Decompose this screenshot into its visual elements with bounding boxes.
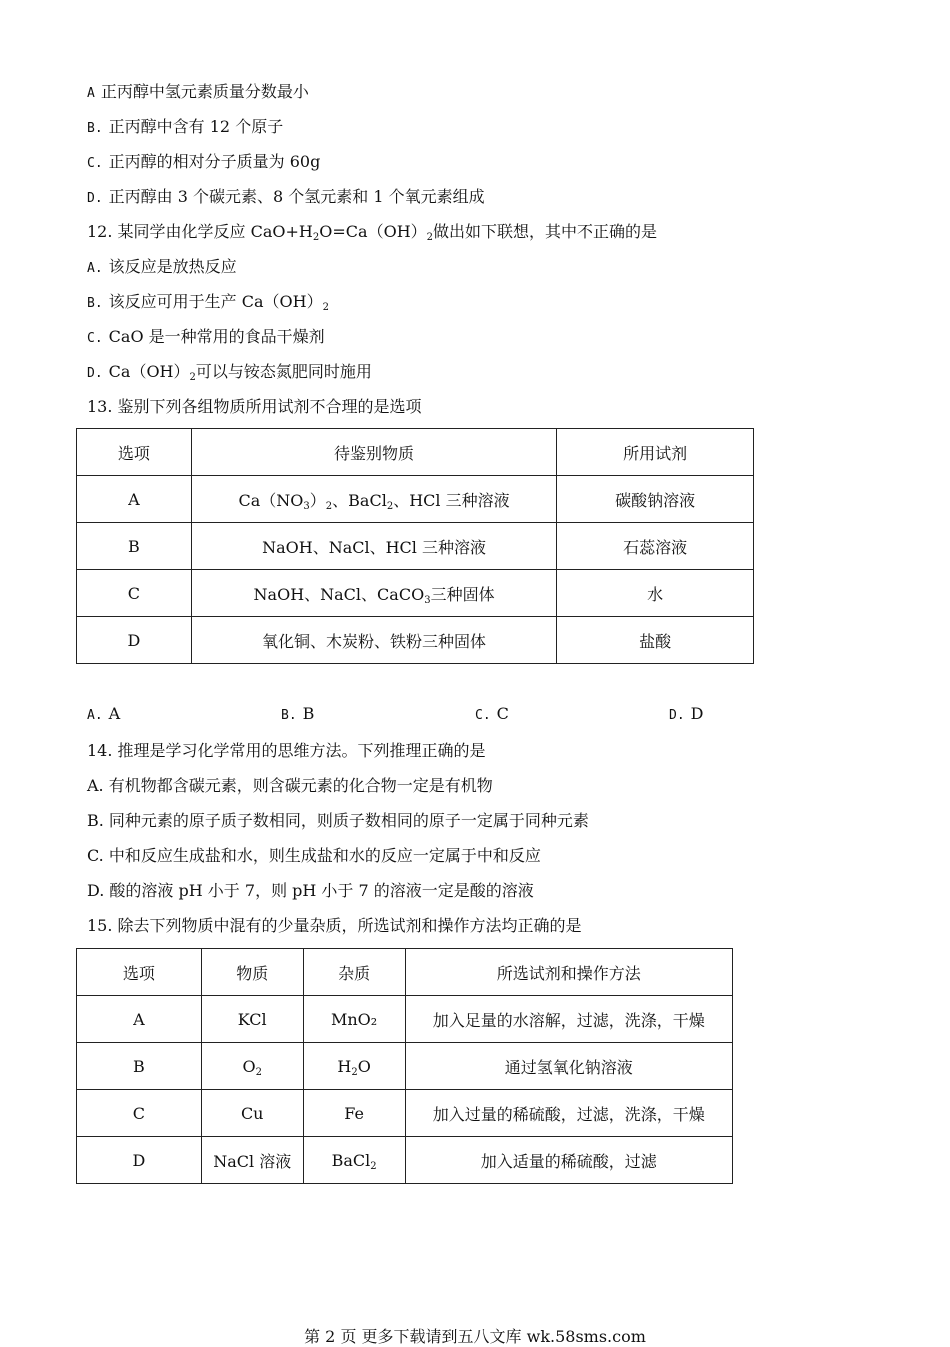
option-text: 该反应可用于生产 Ca（OH）: [108, 292, 323, 311]
subscript: 2: [322, 302, 329, 313]
cell-text: NaOH、NaCl、CaCO: [253, 584, 425, 604]
table-cell: B: [77, 1043, 202, 1090]
cell-text: BaCl: [331, 1150, 371, 1170]
table-header: 选项: [77, 429, 192, 476]
q12-option-c: [87, 327, 325, 349]
table-cell: C: [77, 570, 192, 617]
table-cell: 水: [557, 570, 754, 617]
option-letter: C.: [87, 156, 103, 171]
option-text-tail: 可以与铵态氮肥同时施用: [195, 362, 372, 381]
q13-stem: 13. 鉴别下列各组物质所用试剂不合理的是选项: [87, 397, 422, 416]
option-text: 该反应是放热反应: [108, 257, 237, 276]
option-letter: C.: [87, 331, 103, 346]
table-cell: A: [77, 476, 192, 523]
q14-stem: 14. 推理是学习化学常用的思维方法。下列推理正确的是: [87, 741, 486, 760]
cell-text: 、BaCl: [332, 490, 387, 510]
q15-stem: 15. 除去下列物质中混有的少量杂质，所选试剂和操作方法均正确的是: [87, 916, 582, 935]
option-letter: D.: [87, 191, 103, 206]
choice-text: A: [108, 704, 121, 723]
option-text: 正丙醇中氢元素质量分数最小: [100, 82, 309, 101]
table-header: 物质: [201, 949, 303, 996]
q12-option-b: [87, 292, 329, 314]
option-text: 正丙醇的相对分子质量为 60g: [108, 152, 321, 171]
table-cell: [191, 570, 556, 617]
table-row: [77, 1137, 733, 1184]
table-cell: B: [77, 523, 192, 570]
cell-text: 、HCl 三种溶液: [393, 490, 510, 510]
stem-part: 12. 某同学由化学反应 CaO+H: [87, 222, 313, 241]
option-letter: C.: [475, 708, 491, 723]
cell-text: O: [357, 1056, 371, 1076]
table-cell: A: [77, 996, 202, 1043]
cell-text: O: [242, 1056, 256, 1076]
table-cell: 通过氢氧化钠溶液: [405, 1043, 732, 1090]
q13-table: [76, 428, 754, 664]
option-text: Ca（OH）: [108, 362, 190, 381]
q13-choice-c: [475, 704, 509, 723]
choice-text: C: [496, 704, 509, 723]
table-cell: 加入足量的水溶解，过滤，洗涤，干燥: [405, 996, 732, 1043]
subscript: 2: [312, 232, 320, 243]
table-row: [77, 1043, 733, 1090]
table-header: 选项: [77, 949, 202, 996]
table-cell: C: [77, 1090, 202, 1137]
table-cell: 盐酸: [557, 617, 754, 664]
option-letter: D.: [87, 366, 103, 381]
table-cell: [303, 1137, 405, 1184]
cell-text: Ca（NO: [238, 490, 304, 510]
subscript: 2: [370, 1160, 377, 1172]
stem-part: O=Ca（OH）: [319, 222, 427, 241]
subscript: 2: [386, 500, 394, 512]
q13-choice-d: [669, 704, 703, 723]
q12-stem: [87, 222, 657, 242]
table-cell: D: [77, 1137, 202, 1184]
table-cell: 石蕊溶液: [557, 523, 754, 570]
table-cell: MnO₂: [303, 996, 405, 1043]
q13-choice-a: [87, 704, 120, 723]
q11-option-a: [87, 82, 309, 104]
q11-option-d: [87, 187, 485, 209]
table-cell: 碳酸钠溶液: [557, 476, 754, 523]
table-cell: NaCl 溶液: [201, 1137, 303, 1184]
q14-option-c: C. 中和反应生成盐和水，则生成盐和水的反应一定属于中和反应: [87, 846, 541, 865]
stem-part: 做出如下联想，其中不正确的是: [433, 222, 658, 241]
table-cell: Fe: [303, 1090, 405, 1137]
subscript: 2: [255, 1066, 262, 1078]
subscript: 2: [351, 1066, 358, 1078]
option-text: 正丙醇中含有 12 个原子: [108, 117, 284, 136]
option-letter: A: [87, 86, 95, 101]
table-cell: 加入过量的稀硫酸，过滤，洗涤，干燥: [405, 1090, 732, 1137]
table-row: [77, 617, 754, 664]
table-header: 所用试剂: [557, 429, 754, 476]
option-text: 正丙醇由 3 个碳元素、8 个氢元素和 1 个氧元素组成: [108, 187, 485, 206]
table-cell: Cu: [201, 1090, 303, 1137]
table-cell: [303, 1043, 405, 1090]
table-row: [77, 523, 754, 570]
table-header-row: [77, 949, 733, 996]
q12-option-d: [87, 362, 372, 384]
table-row: [77, 476, 754, 523]
option-text: CaO 是一种常用的食品干燥剂: [108, 327, 325, 346]
table-row: [77, 1090, 733, 1137]
table-header-row: [77, 429, 754, 476]
option-letter: D.: [669, 708, 685, 723]
option-letter: B.: [281, 708, 297, 723]
table-cell: KCl: [201, 996, 303, 1043]
cell-text: 三种固体: [430, 584, 495, 604]
table-cell: [191, 476, 556, 523]
q11-option-c: [87, 152, 320, 174]
option-letter: B.: [87, 296, 103, 311]
subscript: 2: [189, 372, 196, 383]
table-cell: [201, 1043, 303, 1090]
q14-option-b: B. 同种元素的原子质子数相同，则质子数相同的原子一定属于同种元素: [87, 811, 589, 830]
table-cell: 加入适量的稀硫酸，过滤: [405, 1137, 732, 1184]
table-header: 杂质: [303, 949, 405, 996]
subscript: 2: [325, 500, 333, 512]
option-letter: A.: [87, 261, 103, 276]
q12-option-a: [87, 257, 237, 279]
option-letter: A.: [87, 708, 103, 723]
table-cell: D: [77, 617, 192, 664]
table-header: 所选试剂和操作方法: [405, 949, 732, 996]
table-cell: 氧化铜、木炭粉、铁粉三种固体: [191, 617, 556, 664]
table-header: 待鉴别物质: [191, 429, 556, 476]
table-cell: NaOH、NaCl、HCl 三种溶液: [191, 523, 556, 570]
option-letter: B.: [87, 121, 103, 136]
table-row: [77, 570, 754, 617]
q14-option-a: A. 有机物都含碳元素，则含碳元素的化合物一定是有机物: [87, 776, 493, 795]
choice-text: B: [302, 704, 315, 723]
q15-table: [76, 948, 733, 1184]
page-footer: 第 2 页 更多下载请到五八文库 wk.58sms.com: [304, 1327, 646, 1346]
q11-option-b: [87, 117, 283, 139]
subscript: 3: [424, 594, 431, 606]
cell-text: H: [337, 1056, 352, 1076]
q13-choice-b: [281, 704, 314, 723]
subscript: 2: [426, 232, 434, 243]
q14-option-d: D. 酸的溶液 pH 小于 7，则 pH 小于 7 的溶液一定是酸的溶液: [87, 881, 534, 900]
choice-text: D: [690, 704, 704, 723]
subscript: 3: [303, 500, 310, 512]
cell-text: ）: [309, 490, 326, 510]
table-row: [77, 996, 733, 1043]
